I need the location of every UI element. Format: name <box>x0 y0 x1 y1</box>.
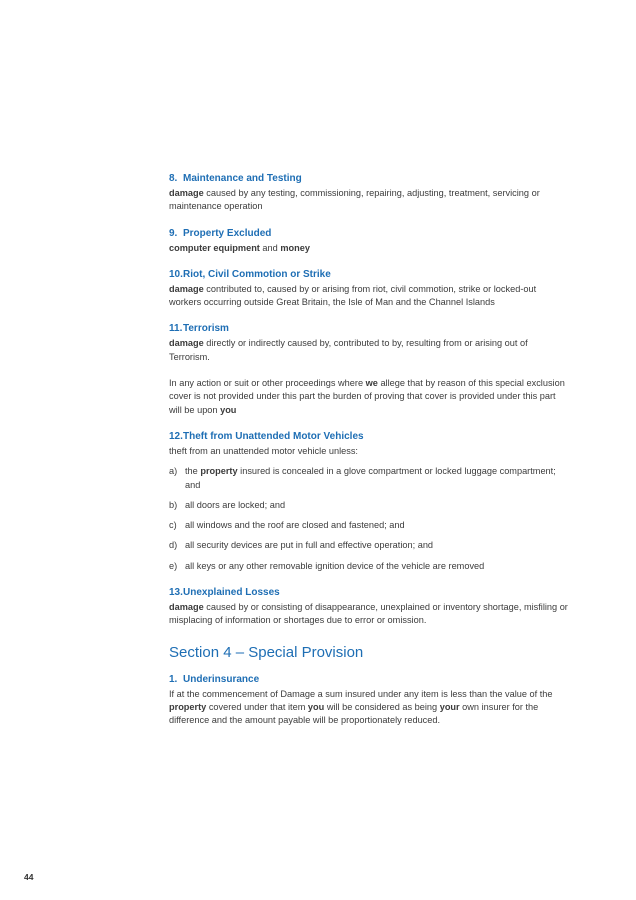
section-paragraph: theft from an unattended motor vehicle unless: <box>169 445 358 456</box>
section-number: 1. <box>169 673 178 685</box>
list-text: all keys or any other removable ignition device of the vehicle are removed <box>185 560 485 571</box>
section-paragraph: damage contributed to, caused by or arising from riot, civil commotion, strike or locked-out workers occurring outside Great Britain, the Isle of Man and the Channel Islands <box>169 283 537 308</box>
section-heading <box>169 586 568 599</box>
list-item <box>169 560 568 573</box>
section-10-riot-civil-commotion-or-strike <box>169 268 568 310</box>
section-number: 11. <box>169 323 183 335</box>
section-paragraph: If at the commencement of Damage a sum insured under any item is less than the value of the property covered under that item you will be considered as being your own insurer for the difference and the amount payable will be proportionately reduced. <box>169 688 553 726</box>
list-marker: c) <box>169 520 177 531</box>
section-title: Maintenance and Testing <box>183 173 302 184</box>
section-paragraph: damage caused by any testing, commissioning, repairing, adjusting, treatment, servicing or maintenance operation <box>169 188 540 212</box>
section-paragraph: In any action or suit or other proceedings where we allege that by reason of this special exclusion cover is not provided under this part the burden of proving that cover is provided under this part will be upon you <box>169 378 565 415</box>
section-9-property-excluded <box>169 227 568 255</box>
section-title: Underinsurance <box>183 673 260 685</box>
list-item <box>169 465 568 492</box>
list-marker: d) <box>169 540 178 551</box>
list-text: all doors are locked; and <box>185 499 286 510</box>
section-12-theft-from-unattended-motor-vehicles <box>169 430 568 573</box>
section-8-maintenance-and-testing <box>169 172 568 214</box>
section-number: 10. <box>169 268 183 280</box>
section-title: Unexplained Losses <box>183 587 280 599</box>
page-number: 44 <box>24 872 34 882</box>
list-text: all windows and the roof are closed and fastened; and <box>185 520 405 531</box>
list-marker: e) <box>169 560 178 571</box>
section-title: Terrorism <box>183 323 229 335</box>
section-11-terrorism <box>169 322 568 416</box>
section-4-special-provision-heading: Section 4 – Special Provision <box>169 643 364 661</box>
list-item <box>169 519 568 532</box>
section-paragraph: damage directly or indirectly caused by, contributed to by, resulting from or arising out of Terrorism. <box>169 338 528 362</box>
list-marker: a) <box>169 466 178 477</box>
list-item <box>169 499 568 512</box>
section-number: 8. <box>169 173 178 184</box>
conditions-list <box>169 465 568 573</box>
section-title: Property Excluded <box>183 227 272 239</box>
section-1-underinsurance <box>169 673 568 728</box>
section-heading <box>169 172 568 185</box>
list-item <box>169 539 568 552</box>
section-title: Riot, Civil Commotion or Strike <box>183 268 331 280</box>
list-text: all security devices are put in full and effective operation; and <box>185 540 434 551</box>
section-number: 13. <box>169 587 183 599</box>
section-heading <box>169 227 568 240</box>
section-paragraph: computer equipment and money <box>169 242 310 253</box>
list-text: the property insured is concealed in a glove compartment or locked luggage compartment; and <box>185 466 556 490</box>
section-number: 9. <box>169 227 178 239</box>
section-heading <box>169 673 568 686</box>
section-heading <box>169 268 568 281</box>
content-column <box>169 172 568 741</box>
section-heading <box>169 430 568 443</box>
section-13-unexplained-losses <box>169 586 568 628</box>
section-paragraph: damage caused by or consisting of disappearance, unexplained or inventory shortage, misfiling or misplacing of information or shortages due to error or omission. <box>169 602 568 626</box>
section-number: 12. <box>169 430 183 442</box>
section-title: Theft from Unattended Motor Vehicles <box>183 430 364 442</box>
section-heading <box>169 322 568 335</box>
list-marker: b) <box>169 499 178 510</box>
